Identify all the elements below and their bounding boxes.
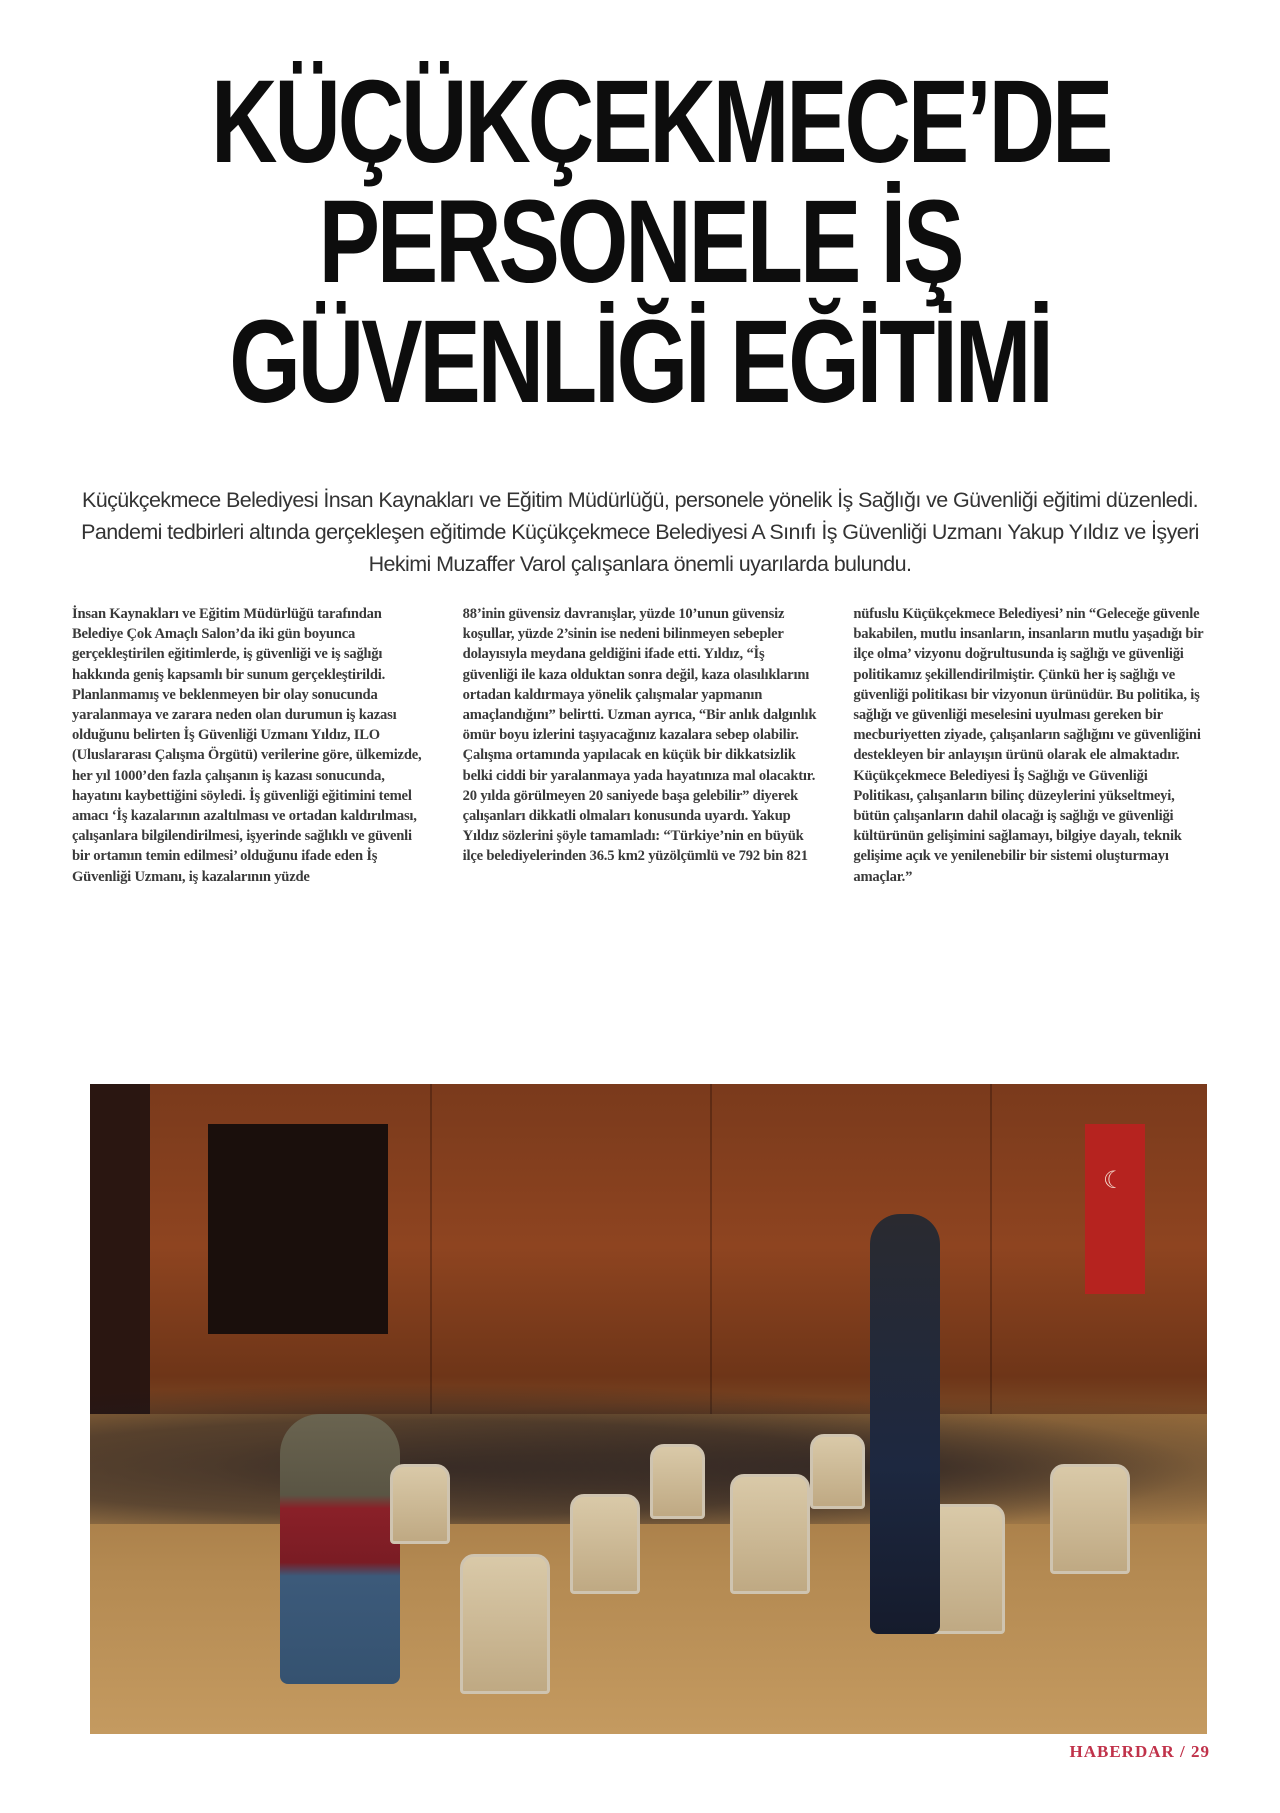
article-body	[72, 604, 1208, 887]
photo-chair	[650, 1444, 705, 1519]
headline	[90, 56, 1190, 428]
lead-paragraph: Küçükçekmece Belediyesi İnsan Kaynakları ve Eğitim Müdürlüğü, personele yönelik İş Sağlığı ve Güvenliği eğitimi düzenledi. Pandemi tedbirleri altında gerçekleşen eğitimde Küçükçekmece Belediyesi A Sınıfı İş Güvenliği Uzmanı Yakup Yıldız ve İşyeri Hekimi Muzaffer Varol çalışanlara önemli uyarılarda bulundu.	[81, 488, 1199, 576]
photo-chair	[1050, 1464, 1130, 1574]
headline-line-2: PERSONELE İŞ	[318, 176, 962, 308]
photo-chair	[390, 1464, 450, 1544]
photo-wall-panel	[430, 1084, 432, 1414]
page-footer: HABERDAR / 29	[1069, 1742, 1210, 1761]
column-text: nüfuslu Küçükçekmece Belediyesi’ nin “Geleceğe güvenle bakabilen, mutlu insanların, insanların mutlu yaşadığı bir ilçe olma’ vizyonu doğrultusunda iş sağlığı ve güvenliği politikamız şekillendirilmiştir. Çünkü her iş sağlığı ve güvenliği politikası bir vizyonun ürünüdür. Bu politika, iş sağlığı ve güvenliği meselesini uyulması gereken bir mecburiyetten ziyade, çalışanların sağlığını ve güvenliğini destekleyen bir anlayışın ürünü olarak ele almaktadır. Küçükçekmece Belediyesi İş Sağlığı ve Güvenliği Politikası, çalışanların bilinç düzeylerini yükseltmeyi, bütün çalışanların dahil olacağı iş sağlığı ve güvenliği kültürünün gelişimini sağlamayı, bilgiye dayalı, teknik gelişime açık ve yenilenebilir bir sistemi oluşturmayı amaçlar.”	[853, 606, 1204, 885]
article-column-3	[853, 604, 1208, 887]
photo-wall-panel	[710, 1084, 712, 1414]
headline-line-3: GÜVENLİĞİ EĞİTİMİ	[229, 296, 1051, 428]
article-photo	[90, 1084, 1207, 1734]
column-text: İnsan Kaynakları ve Eğitim Müdürlüğü tarafından Belediye Çok Amaçlı Salon’da iki gün boyunca gerçekleştirilen eğitimlerde, iş güvenliği ve iş sağlığı hakkında geniş kapsamlı bir sunum gerçekleştirildi. Planlanmamış ve beklenmeyen bir olay sonucunda yaralanmaya ve zarara neden olan durumun iş kazası olduğunu belirten İş Güvenliği Uzmanı Yıldız, ILO (Uluslararası Çalışma Örgütü) verilerine göre, ülkemizde, her yıl 1000’den fazla çalışanın iş kazası sonucunda, hayatını kaybettiğini söyledi. İş güvenliği eğitimini temel amacı ‘İş kazalarının azaltılması ve ortadan kaldırılması, çalışanlara bilgilendirilmesi, işyerinde sağlıklı ve güvenli bir ortamın temin edilmesi’ olduğunu ifade eden İş Güvenliği Uzmanı, iş kazalarının yüzde	[72, 606, 422, 885]
crescent-icon: ☾	[1103, 1166, 1125, 1194]
photo-speaker	[870, 1214, 940, 1634]
photo-chair	[730, 1474, 810, 1594]
photo-chair	[810, 1434, 865, 1509]
photo-chair	[570, 1494, 640, 1594]
photo-wall-shadow	[90, 1084, 150, 1414]
photo-door	[208, 1124, 388, 1334]
photo-wall-panel	[990, 1084, 992, 1414]
article-column-1	[72, 604, 427, 887]
column-text: 88’inin güvensiz davranışlar, yüzde 10’unun güvensiz koşullar, yüzde 2’sinin ise nedeni bilinmeyen sebepler dolayısıyla meydana geldiğini ifade etti. Yıldız, “İş güvenliği ile kaza olduktan sonra değil, kaza olasılıklarını ortadan kaldırmaya yönelik çalışmalar yapmanın amaçlandığını” belirtti. Uzman ayrıca, “Bir anlık dalgınlık ömür boyu izlerini taşıyacağınız kazalara sebep olabilir. Çalışma ortamında yapılacak en küçük bir dikkatsizlik belki ciddi bir yaralanmaya yada hayatınıza mal olacaktır. 20 yılda görülmeyen 20 saniyede başa gelebilir” diyerek çalışanları dikkatli olmaları konusunda uyardı. Yakup Yıldız sözlerini şöyle tamamladı: “Türkiye’nin en büyük ilçe belediyelerinden 36.5 km2 yüzölçümlü ve 792 bin 821	[462, 606, 817, 865]
headline-line-1: KÜÇÜKÇEKMECE’DE	[211, 56, 1111, 188]
photo-chair	[460, 1554, 550, 1694]
article-column-2	[463, 604, 818, 887]
photo-seated-man	[280, 1414, 400, 1684]
turkish-flag	[1085, 1124, 1145, 1294]
photo-audience	[90, 1384, 1207, 1524]
